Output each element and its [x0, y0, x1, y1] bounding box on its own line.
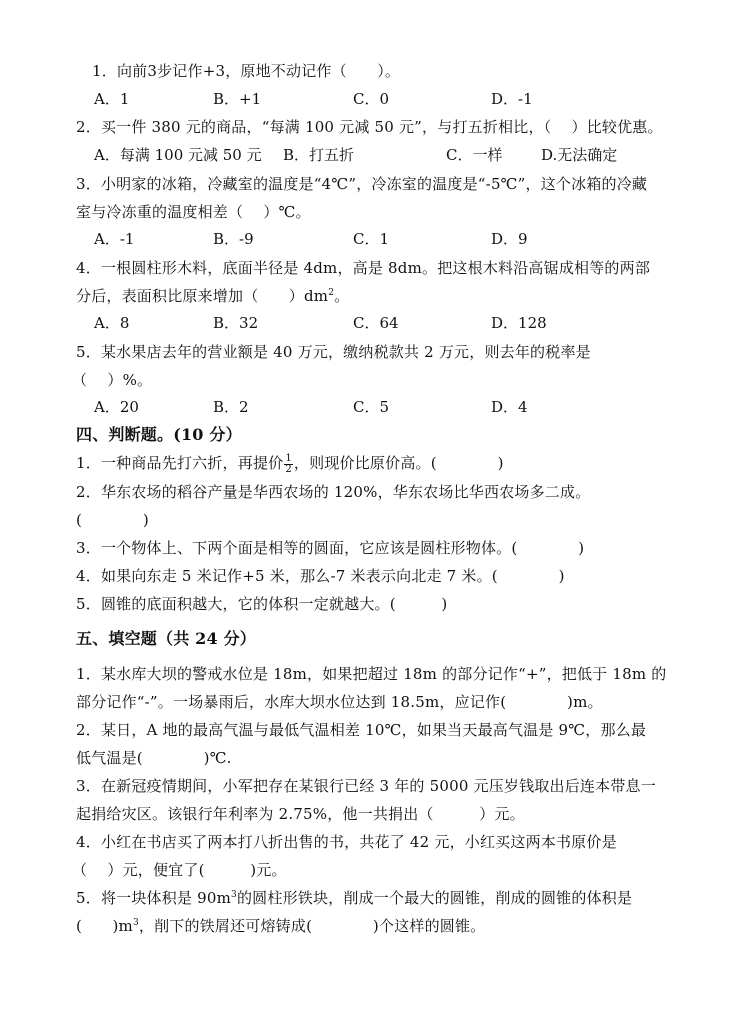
fill-q5-text-end: 的圆柱形铁块，削成一个最大的圆锥，削成的圆锥的体积是 [236, 889, 633, 907]
mc-question-4-line2 [76, 286, 349, 306]
mc-question-1: 1．向前3步记作+3，原地不动记作（ ）。 [92, 62, 401, 80]
fraction-numerator: 1 [285, 452, 292, 464]
mc5-option-a: A．20 [94, 398, 139, 416]
fill-question-3-line2: 起捐给灾区。该银行年利率为 2.75%，他一共捐出（ ）元。 [76, 805, 525, 823]
mc2-option-c: C．一样 [446, 146, 503, 164]
fill-question-2-line2: 低气温是( )℃. [76, 749, 232, 767]
fill-question-5-line2 [76, 916, 485, 936]
judge-heading: 四、判断题。(10 分） [76, 425, 242, 444]
mc1-option-d: D．-1 [491, 90, 533, 108]
mc4-line2-text: 分后，表面积比原来增加（ ）dm [76, 287, 329, 305]
fill-question-2-line1: 2．某日，A 地的最高气温与最低气温相差 10℃，如果当天最高气温是 9℃，那么最 [76, 721, 647, 739]
fill-heading: 五、填空题（共 24 分） [76, 629, 257, 648]
fill-question-5-line1 [76, 888, 632, 908]
mc5-option-c: C．5 [353, 398, 390, 416]
fill-q5-line2-end: ，削下的铁屑还可熔铸成( )个这样的圆锥。 [138, 917, 486, 935]
mc3-option-d: D．9 [491, 230, 528, 248]
mc2-option-a: A．每满 100 元减 50 元 [94, 146, 262, 164]
mc3-option-a: A．-1 [94, 230, 135, 248]
mc-question-4-line1: 4．一根圆柱形木料，底面半径是 4dm，高是 8dm。把这根木料沿高锯成相等的两部 [76, 259, 651, 277]
mc4-option-a: A．8 [94, 314, 130, 332]
mc4-line2-end: 。 [334, 287, 350, 305]
fill-q5-superscript: 3 [231, 890, 237, 900]
judge-question-5: 5．圆锥的底面积越大，它的体积一定就越大。( ) [76, 595, 448, 613]
judge-question-2-blank: ( ) [76, 511, 149, 529]
judge-question-4: 4．如果向东走 5 米记作+5 米，那么-7 米表示向北走 7 米。( ) [76, 567, 565, 585]
mc1-option-c: C．0 [353, 90, 390, 108]
fraction-one-half [284, 454, 293, 475]
mc-question-3-line1: 3．小明家的冰箱，冷藏室的温度是“4℃”，冷冻室的温度是“-5℃”，这个冰箱的冷藏 [76, 175, 648, 193]
mc3-option-b: B．-9 [213, 230, 254, 248]
mc2-option-b: B．打五折 [283, 146, 355, 164]
fill-q5-text: 5．将一块体积是 90m [76, 889, 232, 907]
judge-q1-text-end: ，则现价比原价高。( ) [293, 454, 504, 472]
judge-q1-text: 1．一种商品先打六折，再提价 [76, 454, 284, 472]
mc1-option-b: B．+1 [213, 90, 262, 108]
mc-question-5-line2: （ ）%。 [72, 371, 153, 389]
mc-question-2: 2．买一件 380 元的商品，“每满 100 元减 50 元”，与打五折相比，（ ）比较优惠。 [76, 118, 663, 136]
judge-question-1 [76, 453, 504, 475]
fill-q5-line2-superscript: 3 [132, 918, 139, 928]
fill-question-4-line2: （ ）元，便宜了( )元。 [72, 861, 287, 879]
fill-question-1-line2: 部分记作“-”。一场暴雨后，水库大坝水位达到 18.5m，应记作( )m。 [76, 693, 603, 711]
fraction-denominator: 2 [285, 463, 292, 475]
mc3-option-c: C．1 [353, 230, 390, 248]
mc5-option-b: B．2 [213, 398, 249, 416]
mc-question-3-line2: 室与冷冻重的温度相差（ ）℃。 [76, 203, 311, 221]
mc4-option-d: D．128 [491, 314, 547, 332]
mc5-option-d: D．4 [491, 398, 528, 416]
judge-question-3: 3．一个物体上、下两个面是相等的圆面，它应该是圆柱形物体。( ) [76, 539, 585, 557]
mc4-option-b: B．32 [213, 314, 259, 332]
fill-question-1-line1: 1．某水库大坝的警戒水位是 18m，如果把超过 18m 的部分记作“+”，把低于 18m 的 [76, 665, 667, 683]
mc4-option-c: C．64 [353, 314, 399, 332]
mc4-superscript: 2 [328, 288, 335, 298]
mc2-option-d: D.无法确定 [541, 146, 618, 164]
fill-question-4-line1: 4．小红在书店买了两本打八折出售的书，共花了 42 元，小红买这两本书原价是 [76, 833, 617, 851]
fill-question-3-line1: 3．在新冠疫情期间，小军把存在某银行已经 3 年的 5000 元压岁钱取出后连本带息一 [76, 777, 656, 795]
judge-question-2-line1: 2．华东农场的稻谷产量是华西农场的 120%，华东农场比华西农场多二成。 [76, 483, 591, 501]
fill-q5-line2-text: ( )m [76, 917, 133, 935]
mc1-option-a: A．1 [94, 90, 130, 108]
mc-question-5-line1: 5．某水果店去年的营业额是 40 万元，缴纳税款共 2 万元，则去年的税率是 [76, 343, 591, 361]
